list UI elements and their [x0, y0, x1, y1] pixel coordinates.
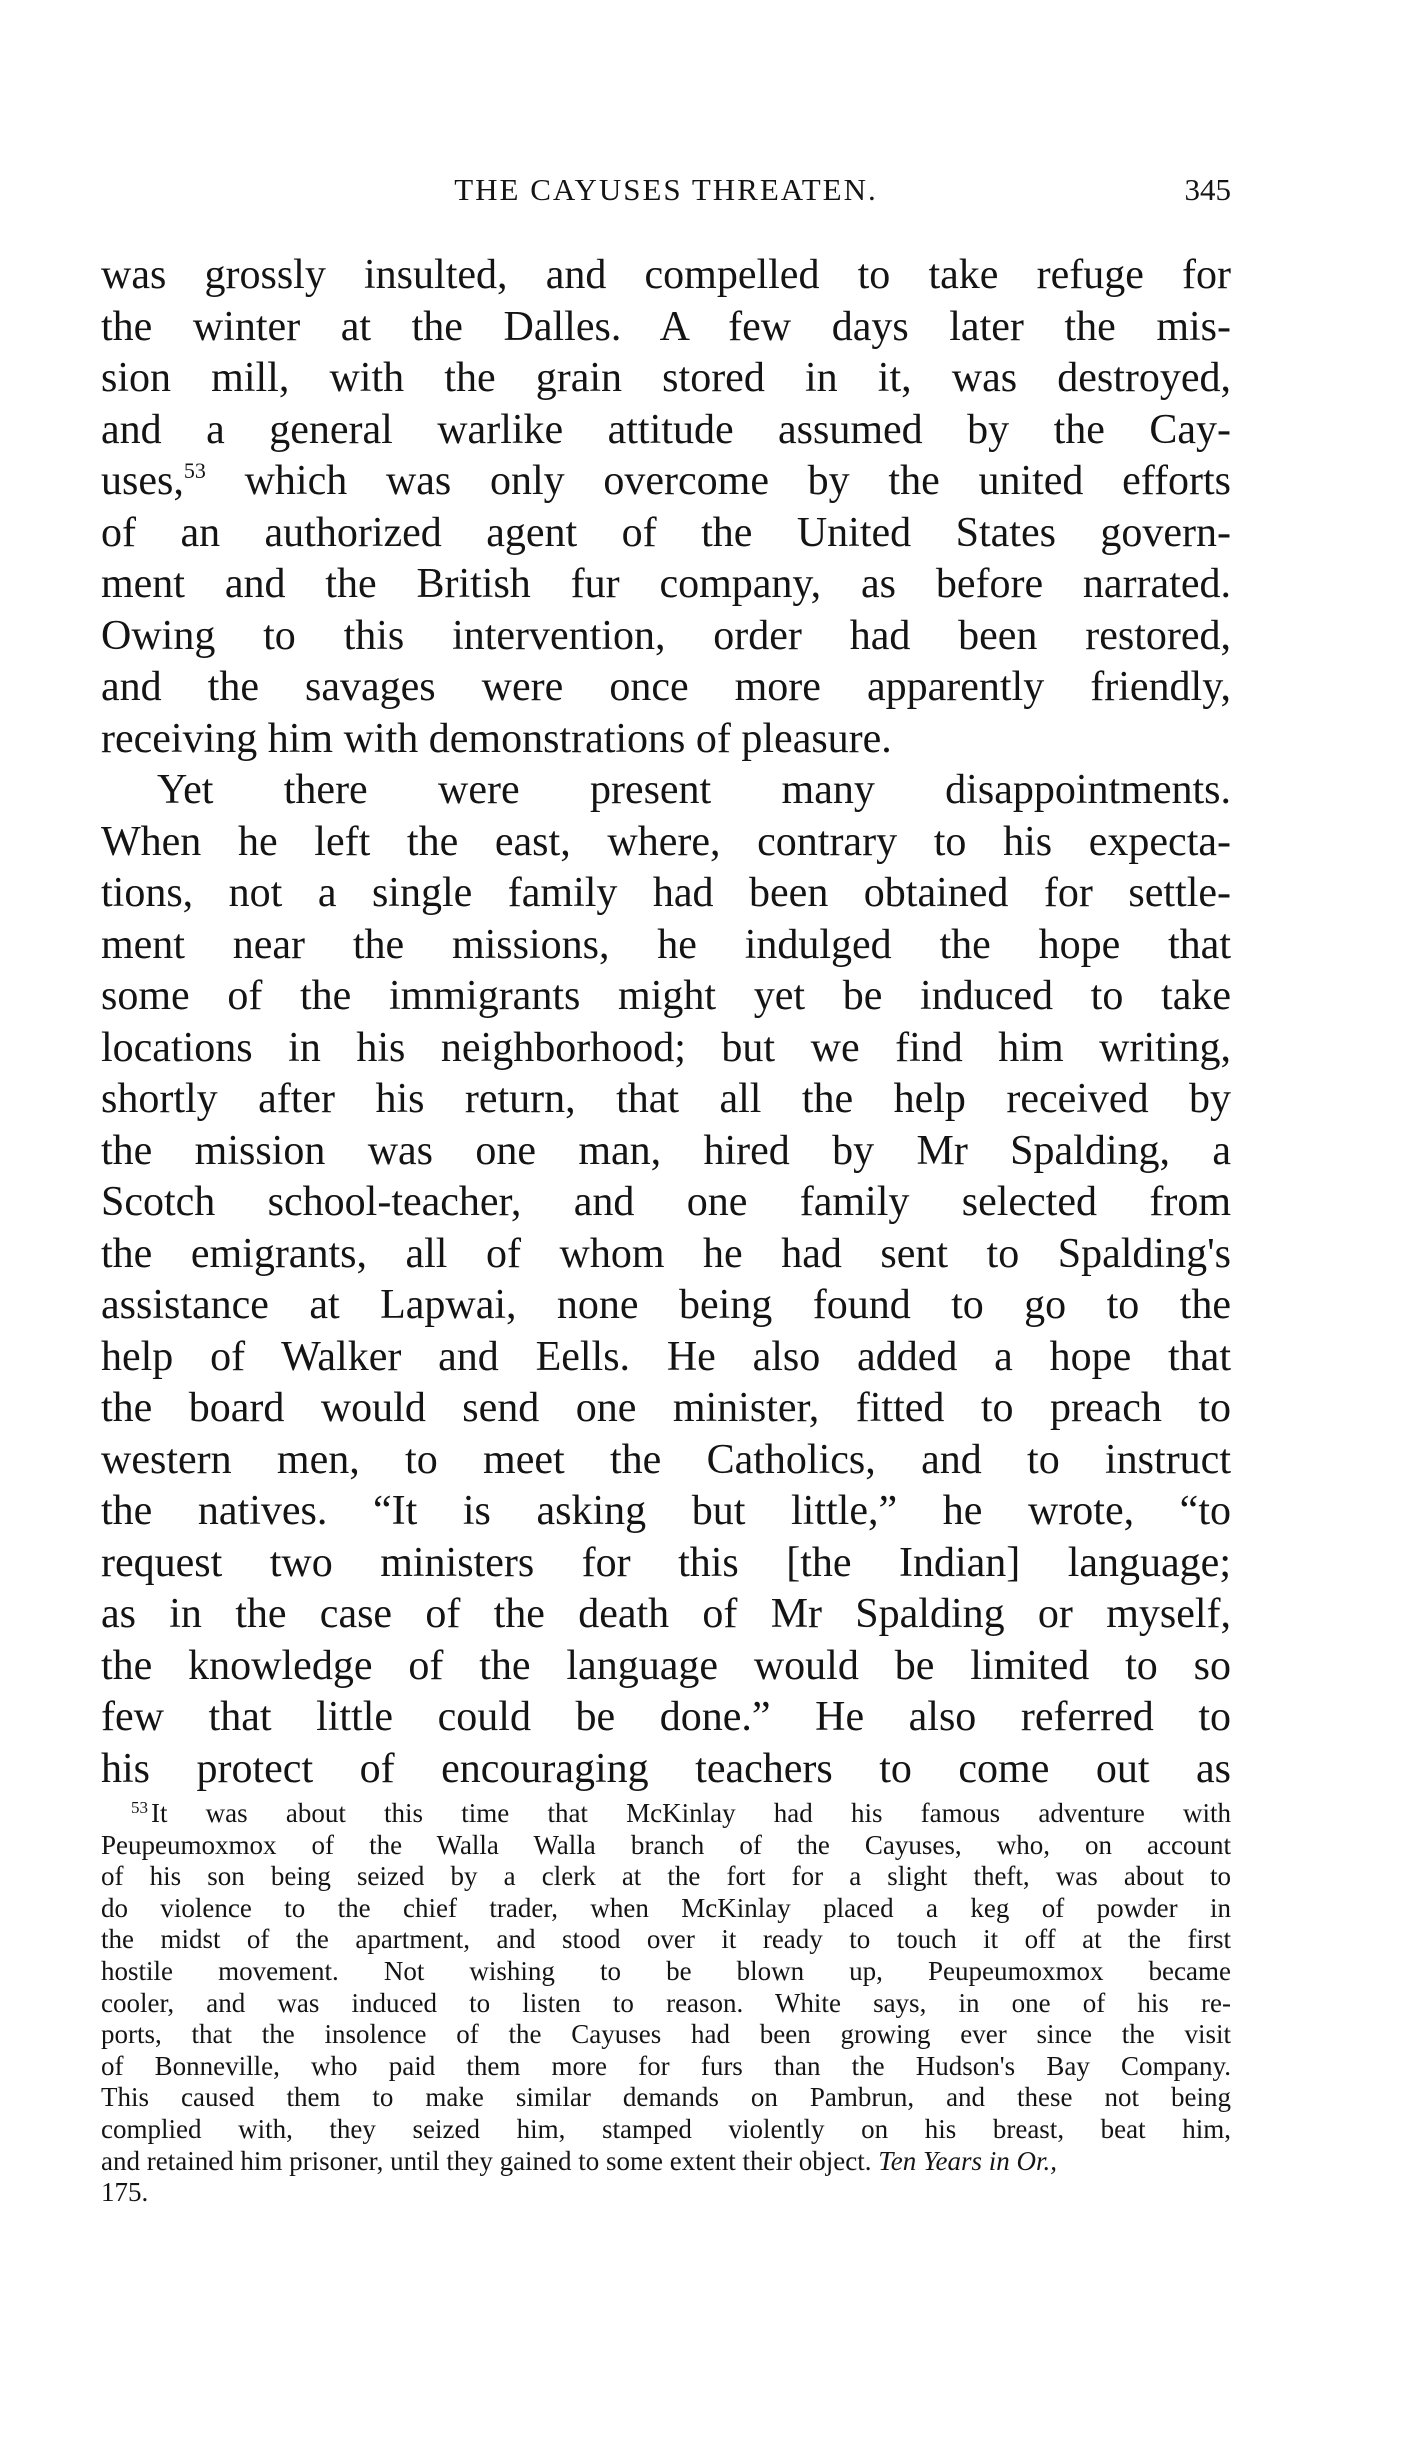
body-line: request two ministers for this [the Indian] language;: [101, 1539, 1231, 1586]
body-line: Yet there were present many disappointments.: [157, 767, 1231, 813]
body-line: the board would send one minister, fitted to preach to: [101, 1385, 1231, 1431]
body-line: some of the immigrants might yet be induced to take: [101, 973, 1231, 1019]
body-line: the natives. “It is asking but little,” he wrote, “to: [101, 1488, 1231, 1534]
body-line: assistance at Lapwai, none being found to go to the: [101, 1282, 1231, 1328]
body-line: and the savages were once more apparently friendly,: [101, 664, 1231, 710]
footnote-text: It was about this time that McKinlay had his famous adventure with: [151, 1798, 1231, 1828]
body-line: the winter at the Dalles. A few days later the mis-: [101, 303, 1231, 350]
footnote-line: of Bonneville, who paid them more for furs than the Hudson's Bay Company.: [101, 2050, 1231, 2081]
book-page: [101, 0, 1231, 2444]
footnote-line: [101, 2146, 1231, 2178]
body-line: the mission was one man, hired by Mr Spalding, a: [101, 1127, 1231, 1174]
body-line: his protect of encouraging teachers to come out as: [101, 1745, 1231, 1792]
body-line: and a general warlike attitude assumed by the Cay-: [101, 406, 1231, 453]
footnote-line: [101, 2177, 1231, 2209]
footnote-number: 53: [131, 1798, 148, 1817]
footnote-line: complied with, they seized him, stamped violently on his breast, beat him,: [101, 2113, 1231, 2144]
body-line: western men, to meet the Catholics, and to instruct: [101, 1436, 1231, 1483]
footnote-citation-page: 175.: [101, 2177, 149, 2208]
body-line: When he left the east, where, contrary to his expecta-: [101, 818, 1231, 865]
body-line: the emigrants, all of whom he had sent to Spalding's: [101, 1230, 1231, 1277]
body-line: receiving him with demonstrations of pleasure.: [101, 715, 892, 762]
body-line: ment and the British fur company, as before narrated.: [101, 561, 1231, 607]
footnote-text: and retained him prisoner, until they gained to some extent their object.: [101, 2145, 872, 2176]
body-line: ment near the missions, he indulged the hope that: [101, 921, 1231, 968]
footnote-line: do violence to the chief trader, when McKinlay placed a keg of powder in: [101, 1892, 1231, 1923]
page-number: 345: [1184, 172, 1231, 207]
footnote-line: ports, that the insolence of the Cayuses had been growing ever since the visit: [101, 2019, 1231, 2050]
footnote-line: the midst of the apartment, and stood over it ready to touch it off at the first: [101, 1924, 1231, 1955]
footnote-line: Peupeumoxmox of the Walla Walla branch of the Cayuses, who, on account: [101, 1829, 1231, 1860]
body-line: of an authorized agent of the United States govern-: [101, 509, 1231, 556]
footnote-line: of his son being seized by a clerk at the fort for a slight theft, was about to: [101, 1861, 1231, 1892]
body-line: sion mill, with the grain stored in it, was destroyed,: [101, 355, 1231, 401]
running-head: [101, 168, 1231, 212]
footnote-line: cooler, and was induced to listen to reason. White says, in one of his re-: [101, 1987, 1231, 2018]
body-line: tions, not a single family had been obtained for settle-: [101, 870, 1231, 916]
body-line: Scotch school-teacher, and one family selected from: [101, 1179, 1231, 1225]
body-line-rest: which was only overcome by the united efforts: [244, 458, 1232, 504]
footnote-line: This caused them to make similar demands on Pambrun, and these not being: [101, 2082, 1231, 2113]
body-line: Owing to this intervention, order had been restored,: [101, 612, 1231, 659]
footnote-line: hostile movement. Not wishing to be blown up, Peupeumoxmox became: [101, 1955, 1231, 1986]
footnote-citation-title: Ten Years in Or.,: [878, 2145, 1058, 2176]
footnote-line: [101, 1798, 1231, 1830]
footnote-reference: 53: [183, 458, 206, 483]
body-text: [101, 250, 1231, 1795]
body-line: the knowledge of the language would be limited to so: [101, 1642, 1231, 1689]
running-title: THE CAYUSES THREATEN.: [454, 172, 878, 207]
body-line-prefix: uses,: [101, 458, 184, 504]
footnote: [101, 1798, 1231, 2209]
body-line: few that little could be done.” He also referred to: [101, 1694, 1231, 1740]
body-line: as in the case of the death of Mr Spalding or myself,: [101, 1591, 1231, 1637]
body-line: locations in his neighborhood; but we find him writing,: [101, 1024, 1231, 1071]
body-line-with-footnote-ref: [101, 456, 1231, 508]
body-line: shortly after his return, that all the help received by: [101, 1076, 1231, 1122]
body-line: help of Walker and Eells. He also added a hope that: [101, 1333, 1231, 1380]
body-line: was grossly insulted, and compelled to take refuge for: [101, 252, 1231, 298]
